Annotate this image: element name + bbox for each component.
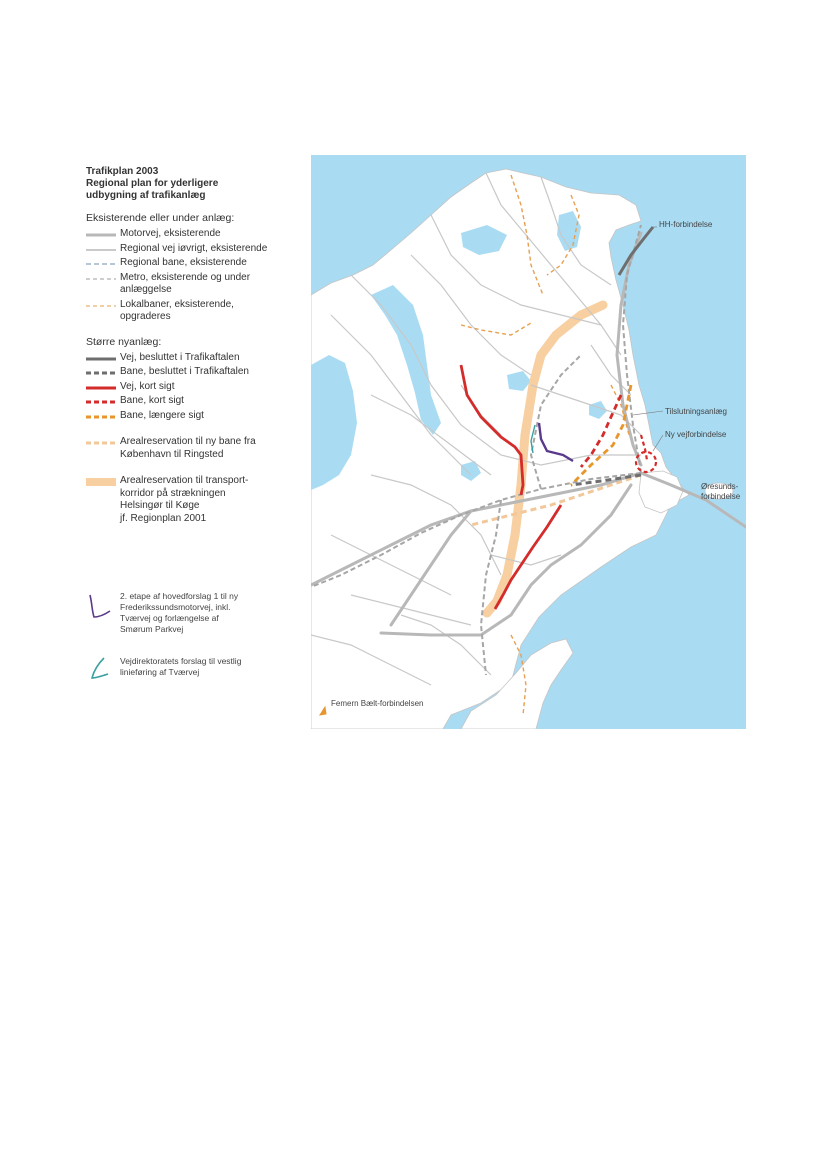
label-tilslutningsanlaeg: Tilslutningsanlæg xyxy=(665,407,727,416)
legend-note-tvaervej xyxy=(86,656,320,678)
legend-label: Bane, kort sigt xyxy=(120,395,184,406)
line-swatch-icon xyxy=(86,371,116,375)
legend-item-bane-laengere-sigt xyxy=(86,410,306,423)
legend-title xyxy=(86,166,306,202)
legend-label: Vej, kort sigt xyxy=(120,380,175,392)
legend-section-existing: Eksisterende eller under anlæg: xyxy=(86,212,235,224)
line-swatch-icon xyxy=(86,400,116,404)
legend-label: Bane, besluttet i Trafikaftalen xyxy=(120,366,249,377)
map-legend xyxy=(86,166,306,527)
band-swatch-icon xyxy=(86,478,116,486)
legend-label: Regional vej iøvrigt, eksisterende xyxy=(120,242,268,254)
line-swatch-icon xyxy=(86,415,116,419)
legend-label: anlæggelse xyxy=(120,284,172,295)
legend-item-vej-besluttet xyxy=(86,352,306,365)
legend-label: opgraderes xyxy=(120,311,171,322)
legend-label: jf. Regionplan 2001 xyxy=(120,512,207,524)
legend-label: Motorvej, eksisterende xyxy=(120,228,221,239)
legend-item-reservation-korridor xyxy=(86,475,306,525)
legend-label: Arealreservation til ny bane fra xyxy=(120,436,256,447)
line-swatch-icon xyxy=(86,277,116,281)
line-swatch-icon xyxy=(86,386,116,390)
legend-label: Vej, besluttet i Trafikaftalen xyxy=(120,351,240,363)
legend-item-metro xyxy=(86,272,306,297)
legend-item-lokalbaner xyxy=(86,299,306,324)
legend-item-motorvej xyxy=(86,228,306,241)
line-swatch-icon xyxy=(86,262,116,266)
legend-item-bane-kort-sigt xyxy=(86,395,306,408)
note-line: Tværvej og forlængelse af xyxy=(120,613,219,623)
label-hh-forbindelse: HH-forbindelse xyxy=(659,220,713,229)
line-swatch-icon xyxy=(86,357,116,361)
note-line: Vejdirektoratets forslag til vestlig xyxy=(120,656,242,666)
label-oresund-2: forbindelse xyxy=(701,492,741,501)
legend-item-reservation-bane xyxy=(86,436,306,461)
legend-section-new: Større nyanlæg: xyxy=(86,335,162,348)
route-sketch-icon xyxy=(86,591,114,621)
line-swatch-icon xyxy=(86,233,116,237)
legend-title-line: Trafikplan 2003 xyxy=(86,166,159,177)
note-line: Smørum Parkvej xyxy=(120,624,184,634)
legend-label: Bane, længere sigt xyxy=(120,409,204,421)
route-sketch-icon xyxy=(86,656,114,682)
label-femern: Femern Bælt-forbindelsen xyxy=(331,699,424,708)
legend-label: Arealreservation til transport- xyxy=(120,475,249,486)
legend-item-regional-bane xyxy=(86,257,306,270)
legend-label: korridor på strækningen xyxy=(120,487,226,499)
legend-item-regional-vej xyxy=(86,243,306,256)
legend-label: Regional bane, eksisterende xyxy=(120,257,247,268)
line-swatch-icon xyxy=(86,248,116,252)
legend-item-vej-kort-sigt xyxy=(86,381,306,394)
traffic-map xyxy=(311,155,746,729)
legend-title-line: udbygning af trafikanlæg xyxy=(86,190,206,201)
label-ny-vejforbindelse: Ny vejforbindelse xyxy=(665,430,727,439)
legend-label: København til Ringsted xyxy=(120,448,224,460)
legend-note-frederikssund xyxy=(86,591,320,635)
legend-label: Helsingør til Køge xyxy=(120,500,200,511)
line-swatch-icon xyxy=(86,441,116,445)
note-line: 2. etape af hovedforslag 1 til ny xyxy=(120,591,239,601)
legend-label: Metro, eksisterende og under xyxy=(120,271,251,283)
legend-label: Lokalbaner, eksisterende, xyxy=(120,298,234,310)
legend-title-line: Regional plan for yderligere xyxy=(86,178,219,189)
legend-item-bane-besluttet xyxy=(86,366,306,379)
note-line: Frederikssundsmotorvej, inkl. xyxy=(120,602,231,612)
label-oresund-1: Øresunds- xyxy=(701,482,739,491)
note-line: linieføring af Tværvej xyxy=(120,667,200,677)
line-swatch-icon xyxy=(86,304,116,308)
